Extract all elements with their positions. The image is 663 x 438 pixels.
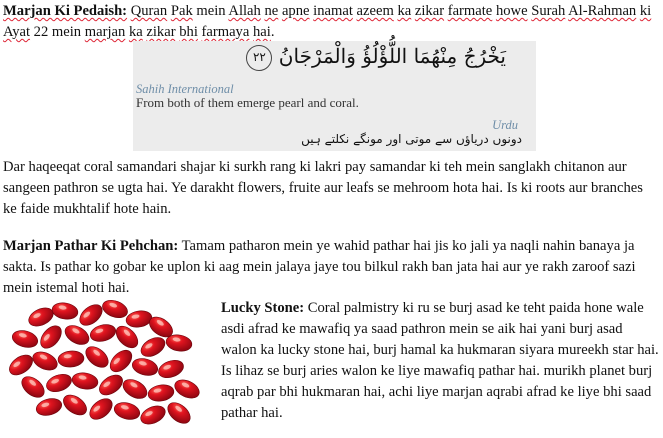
word: ki [639,3,652,19]
paragraph-marjan-pathar-ki-pehchan [3,236,659,299]
word: zikar [414,3,445,19]
red-coral-stones-image [3,297,206,435]
translation-text-sahih: From both of them emerge pearl and coral. [136,95,359,110]
word: bhi [179,24,198,40]
heading-marjan-pathar-ki-pehchan: Marjan Pathar Ki Pehchan: [3,238,179,254]
translation-text-urdu: دونوں دریاؤں سے موتی اور مونگے نکلتے ہیں [301,132,522,146]
arabic-verse-text: يَخْرُجُ مِنْهُمَا اللُّؤْلُؤُ وَالْمَرْجَانُ [278,44,506,68]
paragraph-coral-description: Dar haqeeqat coral samandari shajar ki surkh rang ki lakri pay samandar ki teh mein sanglakh chitanon aur sangeen pathron se ugta hai. Ye darakht flowers, fruite aur leafs se mehroom hota hai. Is ki roots aur branches ke faide mukhtalif hote hain. [3,159,643,217]
word: howe [495,3,528,19]
quran-verse-box [133,41,536,151]
word: zikar [146,24,176,40]
paragraph-lucky-stone-text: Coral palmistry ki ru se burj asad ke teht paida hone wale asdi afrad ke mawafiq ya saad pathron mein se aik hai yani burj asad walon ka lucky stone hai, burj hamal ka hukmaran siyara mureekh star hai. Is lihaz se burj aries walon ke liye mawafiq pathar hai. murikh planet burj aqrab par bhi hukmaran hai, achi liye marjan aqrabi afrad ke liye bhi saad pathar hai. [221,300,659,421]
paragraph-marjan-ki-pedaish [3,1,659,43]
word: inamat [313,3,353,19]
word: apne [281,3,310,19]
translation-label-sahih: Sahih International [136,82,234,96]
word: farmaya [201,24,250,40]
word: Ayat [3,24,31,40]
word: marjan [84,24,126,40]
word: Surah [531,3,566,19]
word: Pak [170,3,193,19]
ayah-number-marker: ٢٢ [246,45,272,71]
arabic-verse [240,44,506,71]
word-separator: . [270,24,275,40]
word: farmate [447,3,493,19]
word: ne [264,3,279,19]
word: ka [397,3,412,19]
word: hai [253,24,271,40]
heading-lucky-stone: Lucky Stone: [221,300,305,316]
word: Allah [228,3,261,19]
word: Quran [130,3,168,19]
translation-label-urdu: Urdu [492,118,518,132]
word: Al-Rahman [568,3,637,19]
heading-marjan-ki-pedaish: Marjan Ki Pedaish: [3,3,128,19]
word-separator: 22 mein [30,24,85,40]
word: azeem [356,3,394,19]
word-separator: mein [192,3,229,19]
word: ka [128,24,143,40]
paragraph-marjan-pathar-text: Tamam patharon mein ye wahid pathar hai jis ko jali ya naqli nahin banaya ja sakta. Is pathar ko gobar ke uplon ki aag mein jalaya jaye tou bilkul rakh ban jata hai aur ye rakh zaroof sazi mein istemal hoti hai. [3,238,636,296]
paragraph-lucky-stone [221,298,659,424]
